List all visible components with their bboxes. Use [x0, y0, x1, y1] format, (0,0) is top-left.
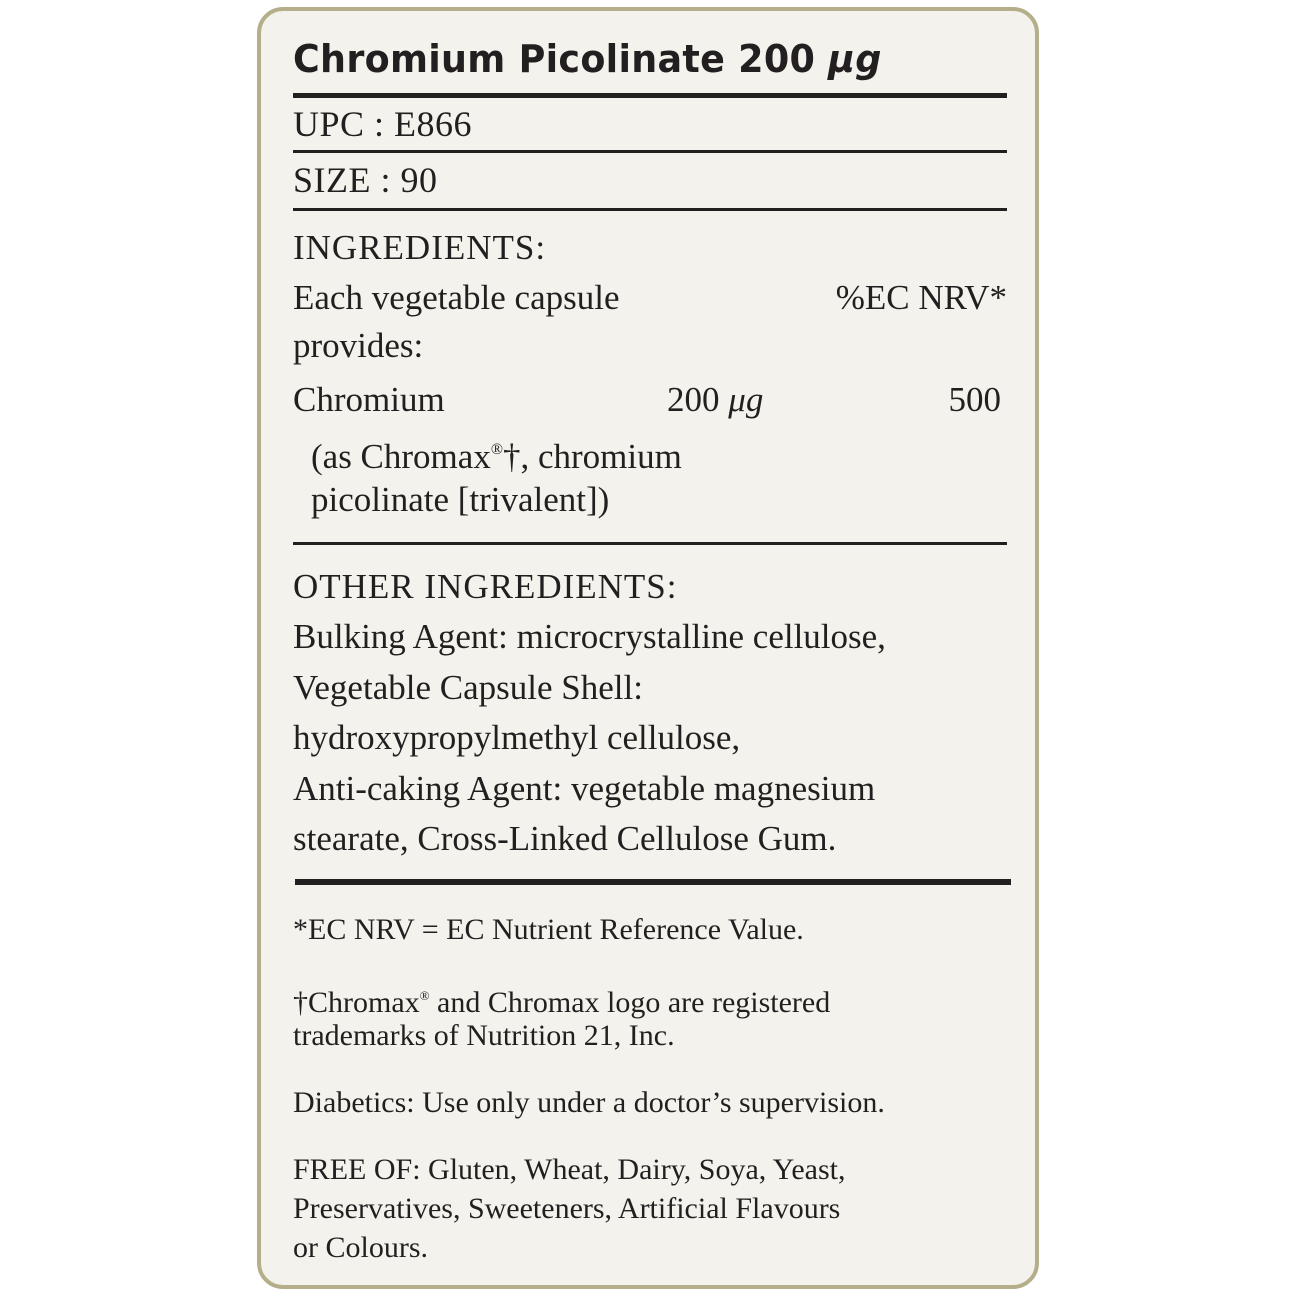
serving-description-line1: Each vegetable capsule — [293, 278, 620, 317]
other-ingredients-divider — [295, 879, 1011, 885]
ingredient-detail-line2: picolinate [trivalent]) — [311, 480, 610, 519]
product-title — [293, 37, 882, 81]
ingredient-detail-text: (as Chromax — [311, 437, 491, 476]
other-ingredients-line: Bulking Agent: microcrystalline cellulose, — [293, 617, 886, 656]
other-ingredients-line: stearate, Cross-Linked Cellulose Gum. — [293, 819, 837, 858]
upc-divider — [293, 150, 1007, 153]
diabetics-warning: Diabetics: Use only under a doctor’s supervision. — [293, 1086, 885, 1119]
ingredients-divider — [293, 542, 1007, 545]
trademark-text: †Chromax — [293, 986, 420, 1019]
free-of-line: Preservatives, Sweeteners, Artificial Flavours — [293, 1192, 841, 1225]
free-of-line: FREE OF: Gluten, Wheat, Dairy, Soya, Yeast, — [293, 1153, 846, 1186]
product-title-main: Chromium Picolinate 200 — [293, 37, 816, 81]
ingredient-amount-value: 200 — [667, 380, 720, 419]
registered-mark: ® — [419, 988, 430, 1003]
ingredient-amount-unit: μg — [728, 380, 764, 419]
ingredient-detail-text-cont: †, chromium — [502, 437, 682, 476]
size-divider — [293, 208, 1007, 211]
ingredient-amount — [667, 375, 763, 425]
title-divider — [293, 93, 1007, 98]
ingredient-name: Chromium — [293, 380, 445, 419]
ingredient-detail-line1 — [311, 425, 682, 482]
trademark-footnote-line2: trademarks of Nutrition 21, Inc. — [293, 1019, 675, 1052]
other-ingredients-heading: OTHER INGREDIENTS: — [293, 567, 678, 606]
upc-code: UPC : E866 — [293, 104, 473, 144]
ingredients-heading: INGREDIENTS: — [293, 228, 547, 267]
other-ingredients-line: Anti-caking Agent: vegetable magnesium — [293, 769, 876, 808]
other-ingredients-line: Vegetable Capsule Shell: — [293, 668, 643, 707]
product-title-unit: μg — [828, 37, 882, 81]
nrv-column-header: %EC NRV* — [835, 278, 1007, 317]
size-count: SIZE : 90 — [293, 160, 438, 200]
ingredient-nrv-percent: 500 — [948, 380, 1001, 419]
serving-description-line2: provides: — [293, 326, 424, 365]
free-of-line: or Colours. — [293, 1231, 428, 1264]
trademark-text-cont: and Chromax logo are registered — [429, 986, 831, 1019]
other-ingredients-line: hydroxypropylmethyl cellulose, — [293, 718, 741, 757]
registered-mark: ® — [490, 441, 503, 458]
supplement-label-panel — [257, 7, 1039, 1289]
nrv-footnote: *EC NRV = EC Nutrient Reference Value. — [293, 913, 804, 946]
